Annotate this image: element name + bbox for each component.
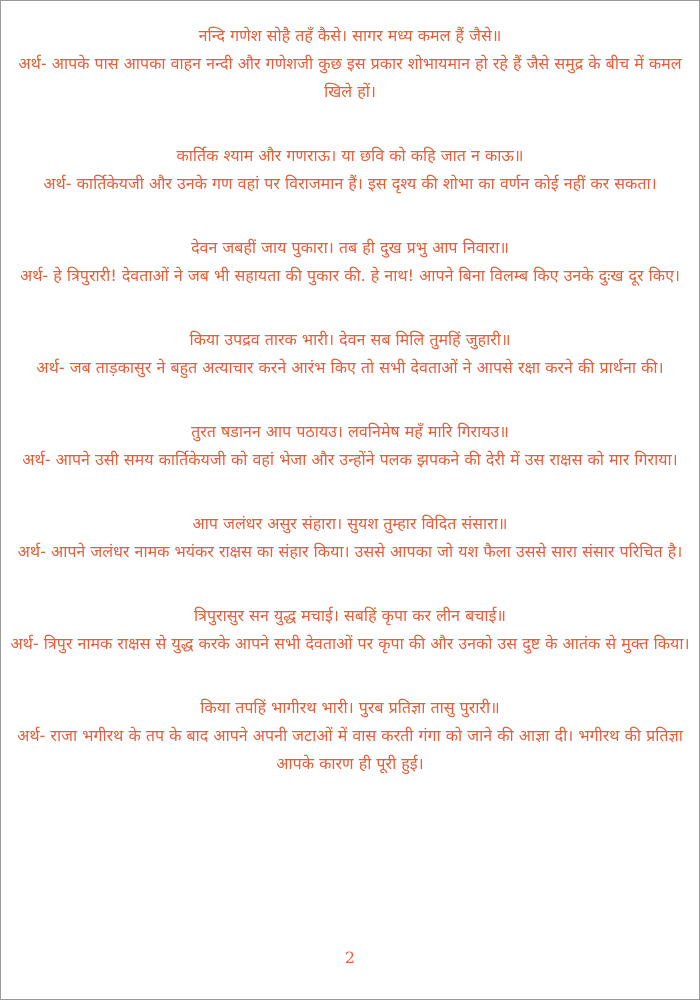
verse-line: तुरत षडानन आप पठायउ। लवनिमेष महँ मारि गिरायउ॥ [191,422,509,441]
verse-block-8 [9,695,691,778]
verse-block-7 [9,603,691,658]
verse-line: नन्दि गणेश सोहै तहँ कैसे। सागर मध्य कमल हैं जैसे॥ [198,26,502,45]
verse-meaning: अर्थ- आपके पास आपका वाहन नन्दी और गणेशजी कुछ इस प्रकार शोभायमान हो रहे हैं जैसे समुद्र के बीच में कमल खिले हों। [18,54,682,101]
verse-line: किया तपहिं भागीरथ भारी। पुरब प्रतिज्ञा तासु पुरारी॥ [200,698,500,717]
verse-line: देवन जबहीं जाय पुकारा। तब ही दुख प्रभु आप निवारा॥ [191,238,509,257]
verse-block-2 [9,143,691,198]
verse-block-5 [9,419,691,474]
verse-block-4 [9,327,691,382]
verse-meaning: अर्थ- जब ताड़कासुर ने बहुत अत्याचार करने आरंभ किए तो सभी देवताओं ने आपसे रक्षा करने की प्रार्थना की। [36,358,664,377]
verse-meaning: अर्थ- हे त्रिपुरारी! देवताओं ने जब भी सहायता की पुकार की. हे नाथ! आपने बिना विलम्ब किए उनके दुःख दूर किए। [19,266,680,285]
verse-line: कार्तिक श्याम और गणराऊ। या छवि को कहि जात न काऊ॥ [176,146,524,165]
verse-line: आप जलंधर असुर संहारा। सुयश तुम्हार विदित संसारा॥ [192,514,508,533]
verse-line: किया उपद्रव तारक भारी। देवन सब मिलि तुमहिं जुहारी॥ [189,330,511,349]
verse-meaning: अर्थ- राजा भगीरथ के तप के बाद आपने अपनी जटाओं में वास करती गंगा को जाने की आज्ञा दी। भगीरथ की प्रतिज्ञा आपके कारण ही पूरी हुई। [17,726,683,773]
verse-block-6 [9,511,691,566]
verse-meaning: अर्थ- आपने जलंधर नामक भयंकर राक्षस का संहार किया। उससे आपका जो यश फैला उससे सारा संसार परिचित है। [17,542,683,561]
page-number: 2 [344,948,356,967]
verse-line: त्रिपुरासुर सन युद्ध मचाई। सबहिं कृपा कर लीन बचाई॥ [193,606,507,625]
verse-meaning: अर्थ- त्रिपुर नामक राक्षस से युद्ध करके आपने सभी देवताओं पर कृपा की और उनको उस दुष्ट के आतंक से मुक्त किया। [10,634,690,653]
verse-block-3 [9,235,691,290]
verse-block-1 [9,23,691,106]
verse-meaning: अर्थ- आपने उसी समय कार्तिकेयजी को वहां भेजा और उन्होंने पलक झपकने की देरी में उस राक्षस को मार गिराया। [22,450,678,469]
verse-meaning: अर्थ- कार्तिकेयजी और उनके गण वहां पर विराजमान हैं। इस दृश्य की शोभा का वर्णन कोई नहीं कर सकता। [43,174,657,193]
verses-container [9,23,691,815]
